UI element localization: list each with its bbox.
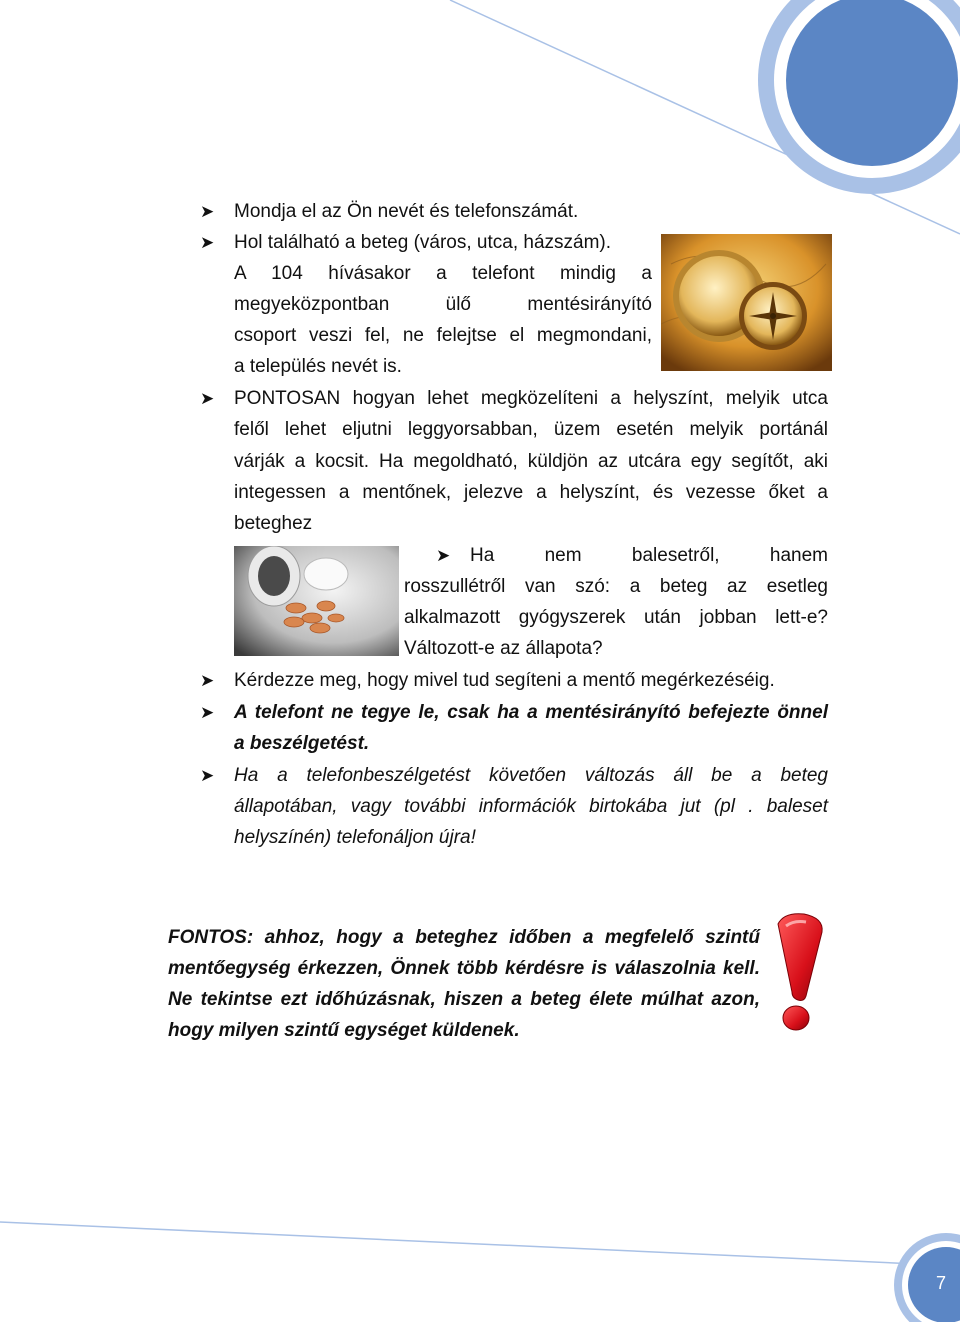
- bullet-text: felől lehet eljutni leggyorsabban, üzem esetén melyik portánál: [234, 419, 828, 440]
- bullet-text: A 104 hívásakor a telefont mindig a: [234, 263, 652, 284]
- pill-bottle-image: [234, 546, 399, 656]
- bullet-text: integessen a mentőnek, jelezve a helyszínt, és vezesse őket a: [234, 482, 828, 503]
- important-note-line: Ne tekintse ezt időhúzásnak, hiszen a beteg élete múlhat azon,: [168, 989, 760, 1010]
- important-note-line: hogy milyen szintű egységet küldenek.: [168, 1020, 520, 1041]
- bullet-text: megyeközpontban ülő mentésirányító: [234, 294, 652, 315]
- bullet-text: a település nevét is.: [234, 356, 402, 377]
- bullet-text: állapotában, vagy további információk birtokába jut (pl . baleset: [234, 796, 828, 817]
- bullet-text: alkalmazott gyógyszerek után jobban lett-e?: [404, 607, 828, 628]
- important-note-line: FONTOS: ahhoz, hogy a beteghez időben a megfelelő szintű: [168, 927, 760, 948]
- bullet-text: Ha nem balesetről, hanem: [470, 545, 828, 566]
- bullet-text: Ha a telefonbeszélgetést követően változás áll be a beteg: [234, 765, 828, 786]
- bullet-text: A telefont ne tegye le, csak ha a mentésirányító befejezte önnel: [234, 702, 828, 723]
- bullet-text: csoport veszi fel, ne felejtse el megmondani,: [234, 325, 652, 346]
- bullet-text: Mondja el az Ön nevét és telefonszámát.: [234, 201, 579, 222]
- bullet-text: Hol található a beteg (város, utca, házszám).: [234, 232, 612, 253]
- bullet-text: várják a kocsit. Ha megoldható, küldjön az utcára egy segítőt, aki: [234, 451, 828, 472]
- compass-on-map-image: [661, 234, 832, 371]
- bullet-text: helyszínén) telefonáljon újra!: [234, 827, 476, 848]
- arrowhead-bullet-icon: ➤: [200, 202, 215, 221]
- bullet-text: PONTOSAN hogyan lehet megközelíteni a helyszínt, melyik utca: [234, 388, 828, 409]
- arrowhead-bullet-icon: ➤: [200, 233, 215, 252]
- arrowhead-bullet-icon: ➤: [200, 703, 215, 722]
- bullet-text: beteghez: [234, 513, 313, 534]
- arrowhead-bullet-icon: ➤: [200, 766, 215, 785]
- arrowhead-bullet-icon: ➤: [200, 671, 215, 690]
- page-number: 7: [936, 1273, 947, 1293]
- bullet-text: a beszélgetést.: [234, 733, 370, 754]
- exclamation-mark-icon: [770, 910, 828, 1036]
- bullet-text: rosszullétről van szó: a beteg az esetleg: [404, 576, 828, 597]
- bullet-text: Kérdezze meg, hogy mivel tud segíteni a mentő megérkezéséig.: [234, 670, 775, 691]
- arrowhead-bullet-icon: ➤: [200, 389, 215, 408]
- bullet-text: Változott-e az állapota?: [404, 638, 603, 659]
- important-note-line: mentőegység érkezzen, Önnek több kérdésre is válaszolnia kell.: [168, 958, 760, 979]
- arrowhead-bullet-icon: ➤: [436, 546, 451, 565]
